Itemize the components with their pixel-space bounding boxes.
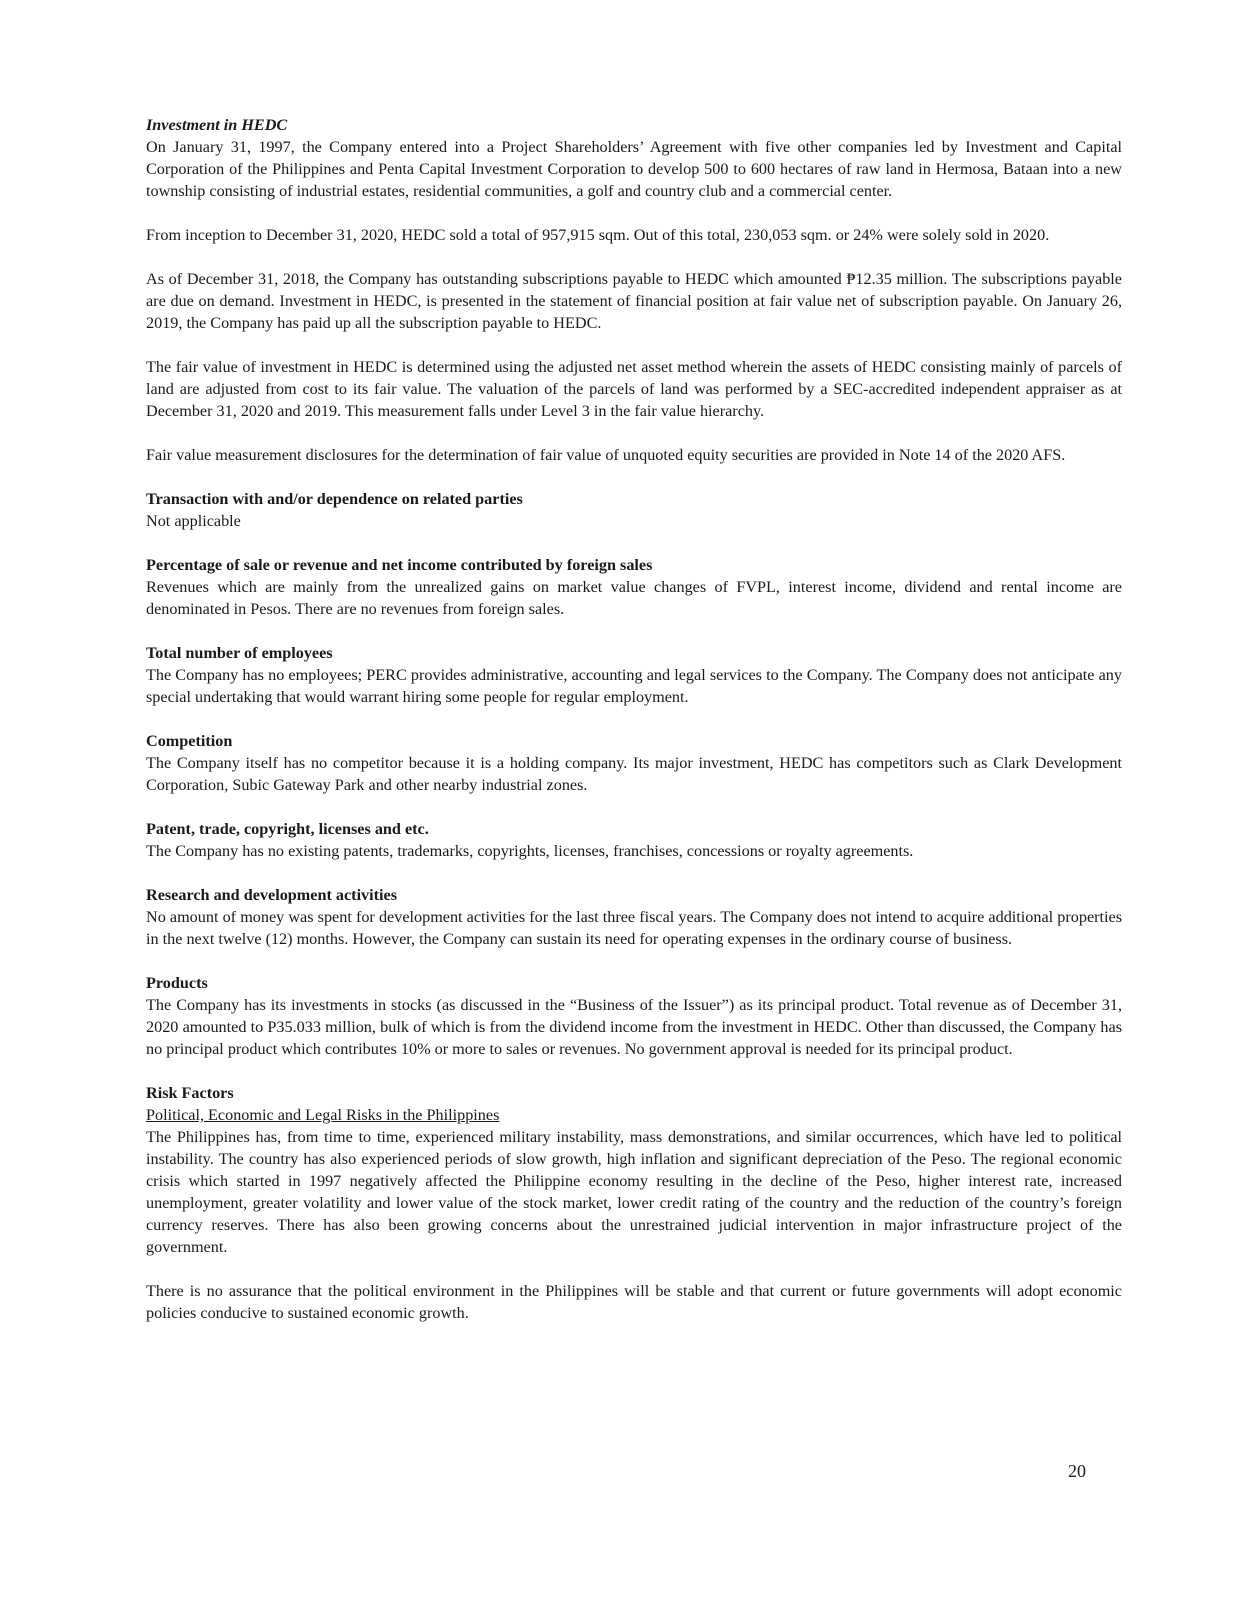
- paragraph: Not applicable: [146, 512, 241, 530]
- paragraph: Revenues which are mainly from the unrealized gains on market value changes of FVPL, interest income, dividend and rental income are denominated in Pesos. There are no revenues from foreign sales.: [146, 578, 1122, 618]
- section-related-parties: [146, 488, 1122, 532]
- paragraph: The Philippines has, from time to time, experienced military instability, mass demonstrations, and similar occurrences, which have led to political instability. The country has also experienced periods of slow growth, high inflation and significant depreciation of the Peso. The regional economic crisis which started in 1997 negatively affected the Philippine economy resulting in the decline of the Peso, higher interest rate, increased unemployment, greater volatility and lower value of the stock market, lower credit rating of the country and the reduction of the country’s foreign currency reserves. There has also been growing concerns about the unrestrained judicial intervention in major infrastructure project of the government.: [146, 1128, 1122, 1256]
- paragraph: The Company has no employees; PERC provides administrative, accounting and legal services to the Company. The Company does not anticipate any special undertaking that would warrant hiring some people for regular employment.: [146, 666, 1122, 706]
- section-heading: Investment in HEDC: [146, 116, 288, 134]
- section-foreign-sales: [146, 554, 1122, 620]
- section-risk-factors: [146, 1082, 1122, 1324]
- section-investment-hedc: [146, 114, 1122, 466]
- paragraph: The fair value of investment in HEDC is determined using the adjusted net asset method wherein the assets of HEDC consisting mainly of parcels of land are adjusted from cost to its fair value. The valuation of the parcels of land was performed by a SEC-accredited independent appraiser as at December 31, 2020 and 2019. This measurement falls under Level 3 in the fair value hierarchy.: [146, 358, 1122, 420]
- paragraph: On January 31, 1997, the Company entered into a Project Shareholders’ Agreement with five other companies led by Investment and Capital Corporation of the Philippines and Penta Capital Investment Corporation to develop 500 to 600 hectares of raw land in Hermosa, Bataan into a new township consisting of industrial estates, residential communities, a golf and country club and a commercial center.: [146, 138, 1122, 200]
- section-subheading: Political, Economic and Legal Risks in the Philippines: [146, 1106, 500, 1124]
- section-heading: Competition: [146, 732, 233, 750]
- section-heading: Research and development activities: [146, 886, 398, 904]
- paragraph: From inception to December 31, 2020, HEDC sold a total of 957,915 sqm. Out of this total, 230,053 sqm. or 24% were solely sold in 2020.: [146, 226, 1050, 244]
- section-products: [146, 972, 1122, 1060]
- section-heading: Patent, trade, copyright, licenses and etc.: [146, 820, 429, 838]
- section-competition: [146, 730, 1122, 796]
- paragraph: As of December 31, 2018, the Company has outstanding subscriptions payable to HEDC which amounted ₱12.35 million. The subscriptions payable are due on demand. Investment in HEDC, is presented in the statement of financial position at fair value net of subscription payable. On January 26, 2019, the Company has paid up all the subscription payable to HEDC.: [146, 270, 1122, 332]
- section-heading: Total number of employees: [146, 644, 333, 662]
- page-number: 20: [1068, 1461, 1086, 1481]
- paragraph: Fair value measurement disclosures for the determination of fair value of unquoted equity securities are provided in Note 14 of the 2020 AFS.: [146, 446, 1066, 464]
- section-research: [146, 884, 1122, 950]
- section-heading: Transaction with and/or dependence on related parties: [146, 490, 523, 508]
- paragraph: No amount of money was spent for development activities for the last three fiscal years. The Company does not intend to acquire additional properties in the next twelve (12) months. However, the Company can sustain its need for operating expenses in the ordinary course of business.: [146, 908, 1122, 948]
- paragraph: The Company itself has no competitor because it is a holding company. Its major investment, HEDC has competitors such as Clark Development Corporation, Subic Gateway Park and other nearby industrial zones.: [146, 754, 1122, 794]
- section-heading: Risk Factors: [146, 1084, 234, 1102]
- document-page: [146, 114, 1122, 1324]
- paragraph: The Company has no existing patents, trademarks, copyrights, licenses, franchises, concessions or royalty agreements.: [146, 842, 914, 860]
- paragraph: The Company has its investments in stocks (as discussed in the “Business of the Issuer”) as its principal product. Total revenue as of December 31, 2020 amounted to P35.033 million, bulk of which is from the dividend income from the investment in HEDC. Other than discussed, the Company has no principal product which contributes 10% or more to sales or revenues. No government approval is needed for its principal product.: [146, 996, 1122, 1058]
- paragraph: There is no assurance that the political environment in the Philippines will be stable and that current or future governments will adopt economic policies conducive to sustained economic growth.: [146, 1282, 1122, 1322]
- section-patents: [146, 818, 1122, 862]
- section-employees: [146, 642, 1122, 708]
- section-heading: Products: [146, 974, 208, 992]
- section-heading: Percentage of sale or revenue and net income contributed by foreign sales: [146, 556, 653, 574]
